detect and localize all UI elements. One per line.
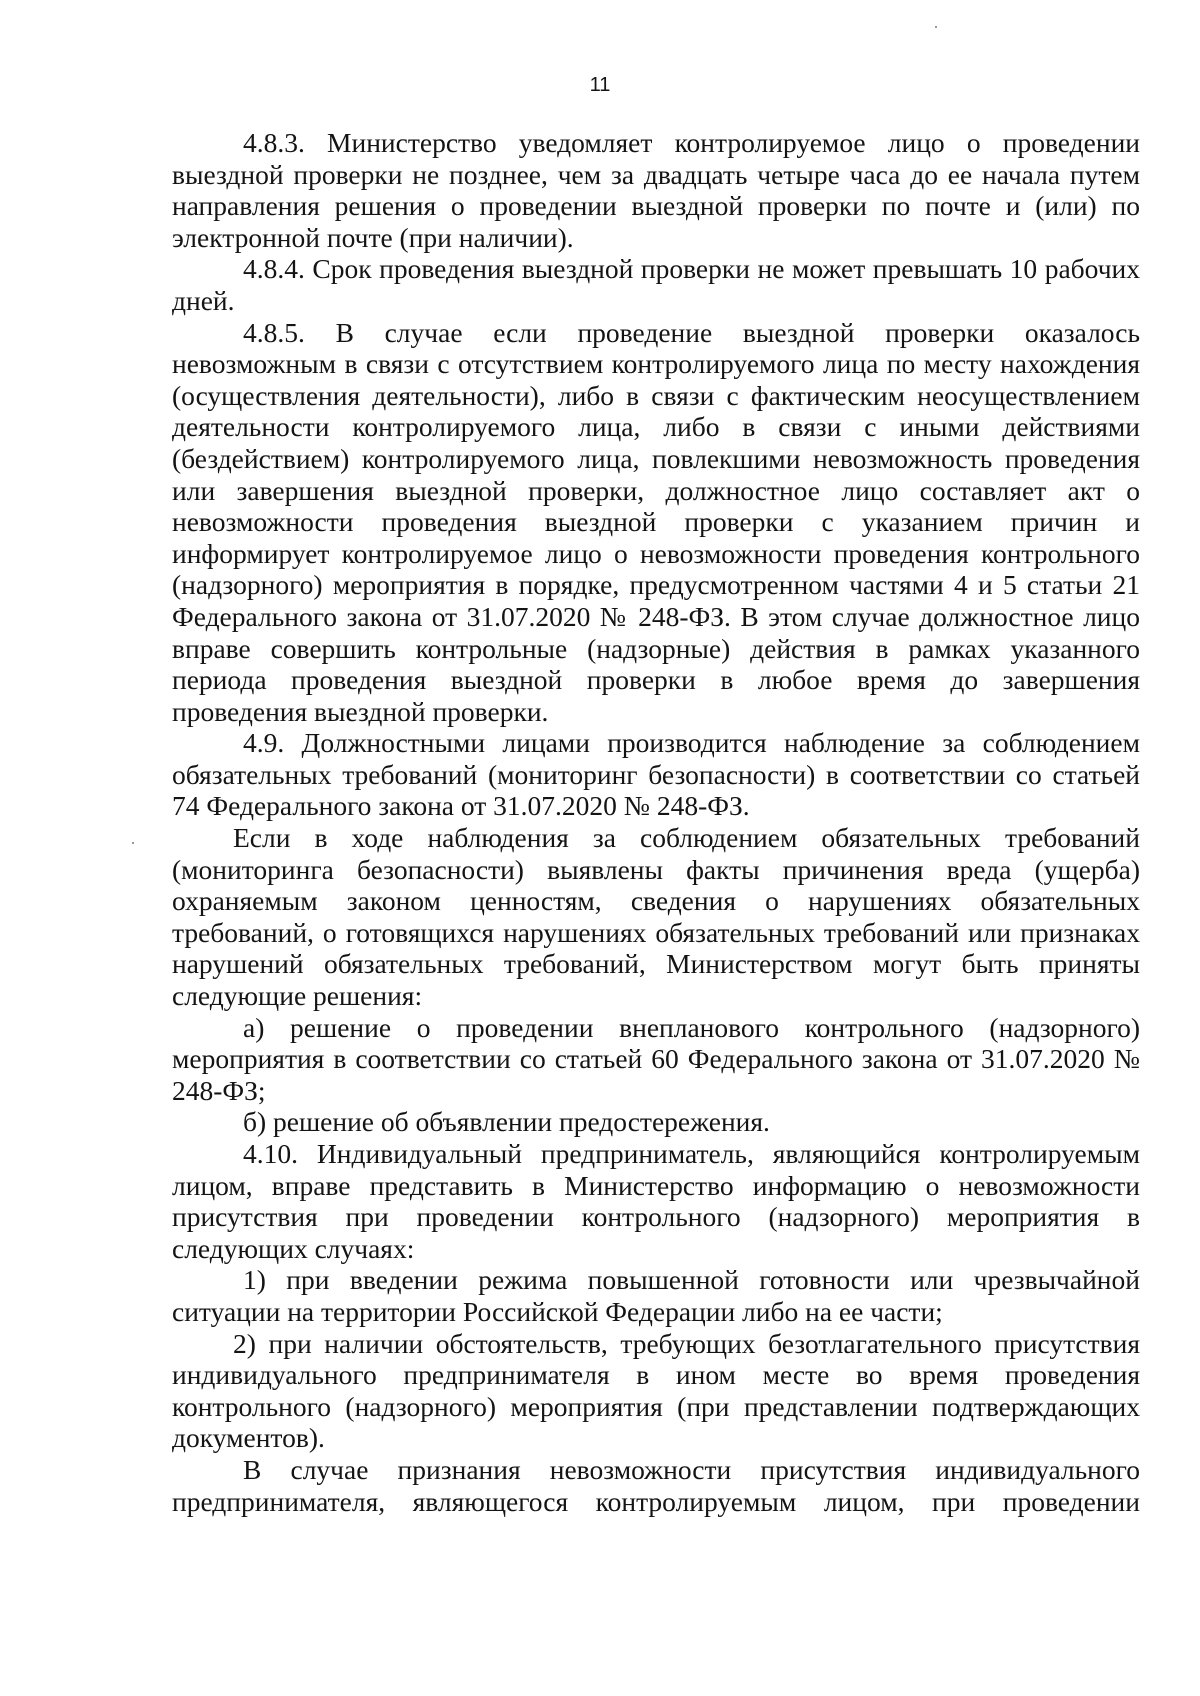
paragraph-4-8-3: 4.8.3. Министерство уведомляет контролируемое лицо о проведении выездной проверки не позднее, чем за двадцать четыре часа до ее начала путем направления решения о проведении выездной проверки по почте и (или) по электронной почте (при наличии). <box>172 127 1140 253</box>
list-item-1: 1) при введении режима повышенной готовности или чрезвычайной ситуации на территории Российской Федерации либо на ее части; <box>172 1264 1140 1327</box>
paragraph-4-10: 4.10. Индивидуальный предприниматель, являющийся контролируемым лицом, вправе представить в Министерство информацию о невозможности присутствия при проведении контрольного (надзорного) мероприятия в следующих случаях: <box>172 1138 1140 1264</box>
paragraph-monitoring-results: Если в ходе наблюдения за соблюдением обязательных требований (мониторинга безопасности) выявлены факты причинения вреда (ущерба) охраняемым законом ценностям, сведения о нарушениях обязательных требований, о готовящихся нарушениях обязательных требований или признаках нарушений обязательных требований, Министерством могут быть приняты следующие решения: <box>172 822 1140 1012</box>
paragraph-4-9: 4.9. Должностными лицами производится наблюдение за соблюдением обязательных требований (мониторинг безопасности) в соответствии со статьей 74 Федерального закона от 31.07.2020 № 248-ФЗ. <box>172 727 1140 822</box>
page-number: 11 <box>589 74 611 96</box>
scan-speck <box>132 842 134 844</box>
list-item-a: а) решение о проведении внепланового контрольного (надзорного) мероприятия в соответствии со статьей 60 Федерального закона от 31.07.2020 № 248-ФЗ; <box>172 1011 1140 1106</box>
paragraph-4-8-4: 4.8.4. Срок проведения выездной проверки не может превышать 10 рабочих дней. <box>172 253 1140 316</box>
paragraph-4-8-5: 4.8.5. В случае если проведение выездной проверки оказалось невозможным в связи с отсутствием контролируемого лица по месту нахождения (осуществления деятельности), либо в связи с фактическим неосуществлением деятельности контролируемого лица, либо в связи с иными действиями (бездействием) контролируемого лица, повлекшими невозможность проведения или завершения выездной проверки, должностное лицо составляет акт о невозможности проведения выездной проверки с указанием причин и информирует контролируемое лицо о невозможности проведения контрольного (надзорного) мероприятия в порядке, предусмотренном частями 4 и 5 статьи 21 Федерального закона от 31.07.2020 № 248-ФЗ. В этом случае должностное лицо вправе совершить контрольные (надзорные) действия в рамках указанного периода проведения выездной проверки в любое время до завершения проведения выездной проверки. <box>172 316 1140 727</box>
scan-speck <box>935 26 937 28</box>
paragraph-impossibility: В случае признания невозможности присутствия индивидуального предпринимателя, являющегося контролируемым лицом, при проведении <box>172 1453 1140 1517</box>
list-item-b: б) решение об объявлении предостережения. <box>243 1106 770 1138</box>
list-item-2: 2) при наличии обстоятельств, требующих безотлагательного присутствия индивидуального предпринимателя в ином месте во время проведения контрольного (надзорного) мероприятия (при представлении подтверждающих документов). <box>172 1327 1140 1454</box>
document-body <box>172 127 1140 1517</box>
